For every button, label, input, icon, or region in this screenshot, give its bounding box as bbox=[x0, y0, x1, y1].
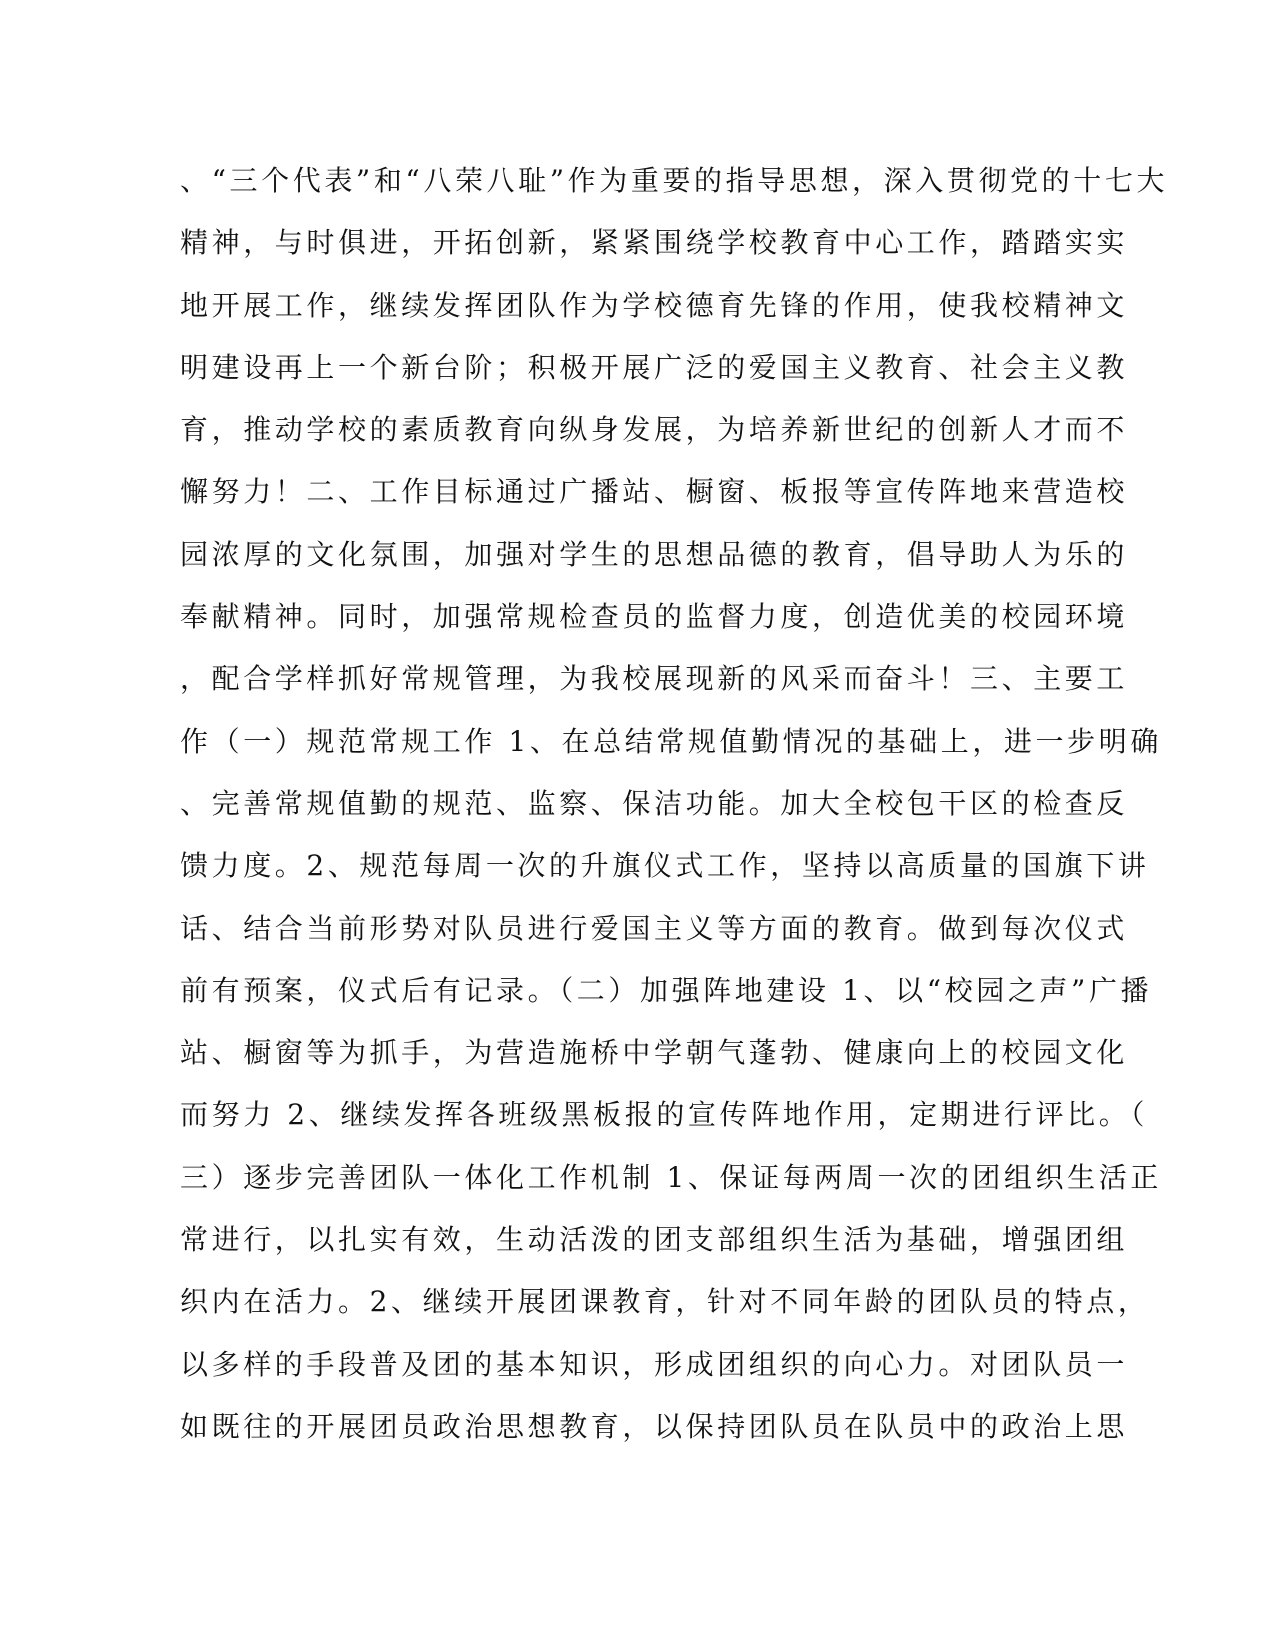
text-line: 育，推动学校的素质教育向纵身发展，为培养新世纪的创新人才而不 bbox=[180, 413, 1129, 447]
text-line: 馈力度。2、规范每周一次的升旗仪式工作，坚持以高质量的国旗下讲 bbox=[180, 849, 1150, 883]
text-line: 作（一）规范常规工作 1、在总结常规值勤情况的基础上，进一步明确 bbox=[180, 724, 1162, 758]
text-line: 常进行，以扎实有效，生动活泼的团支部组织生活为基础，增强团组 bbox=[180, 1223, 1129, 1257]
text-line: 以多样的手段普及团的基本知识，形成团组织的向心力。对团队员一 bbox=[180, 1347, 1129, 1381]
text-line: 、完善常规值勤的规范、监察、保洁功能。加大全校包干区的检查反 bbox=[180, 786, 1129, 820]
text-line: 站、橱窗等为抓手，为营造施桥中学朝气蓬勃、健康向上的校园文化 bbox=[180, 1036, 1129, 1070]
text-line: 、“三个代表”和“八荣八耻”作为重要的指导思想，深入贯彻党的十七大 bbox=[180, 164, 1169, 197]
text-line: 前有预案，仪式后有记录。（二）加强阵地建设 1、以“校园之声”广播 bbox=[180, 973, 1153, 1007]
body-text bbox=[180, 158, 1169, 1466]
text-line: 话、结合当前形势对队员进行爱国主义等方面的教育。做到每次仪式 bbox=[180, 911, 1129, 945]
text-line: 园浓厚的文化氛围，加强对学生的思想品德的教育，倡导助人为乐的 bbox=[180, 537, 1129, 571]
text-line: ，配合学样抓好常规管理，为我校展现新的风采而奋斗！三、主要工 bbox=[180, 662, 1129, 696]
text-line: 精神，与时俱进，开拓创新，紧紧围绕学校教育中心工作，踏踏实实 bbox=[180, 226, 1129, 260]
text-line: 地开展工作，继续发挥团队作为学校德育先锋的作用，使我校精神文 bbox=[180, 288, 1129, 322]
text-line: 如既往的开展团员政治思想教育，以保持团队员在队员中的政治上思 bbox=[180, 1409, 1129, 1443]
text-line: 懈努力！二、工作目标通过广播站、橱窗、板报等宣传阵地来营造校 bbox=[180, 475, 1129, 509]
text-line: 而努力 2、继续发挥各班级黑板报的宣传阵地作用，定期进行评比。（ bbox=[180, 1098, 1148, 1132]
text-line: 奉献精神。同时，加强常规检查员的监督力度，创造优美的校园环境 bbox=[180, 600, 1129, 634]
text-line: 明建设再上一个新台阶；积极开展广泛的爱国主义教育、社会主义教 bbox=[180, 350, 1129, 384]
text-line: 织内在活力。2、继续开展团课教育，针对不同年龄的团队员的特点， bbox=[180, 1285, 1150, 1319]
text-line: 三）逐步完善团队一体化工作机制 1、保证每两周一次的团组织生活正 bbox=[180, 1160, 1162, 1194]
